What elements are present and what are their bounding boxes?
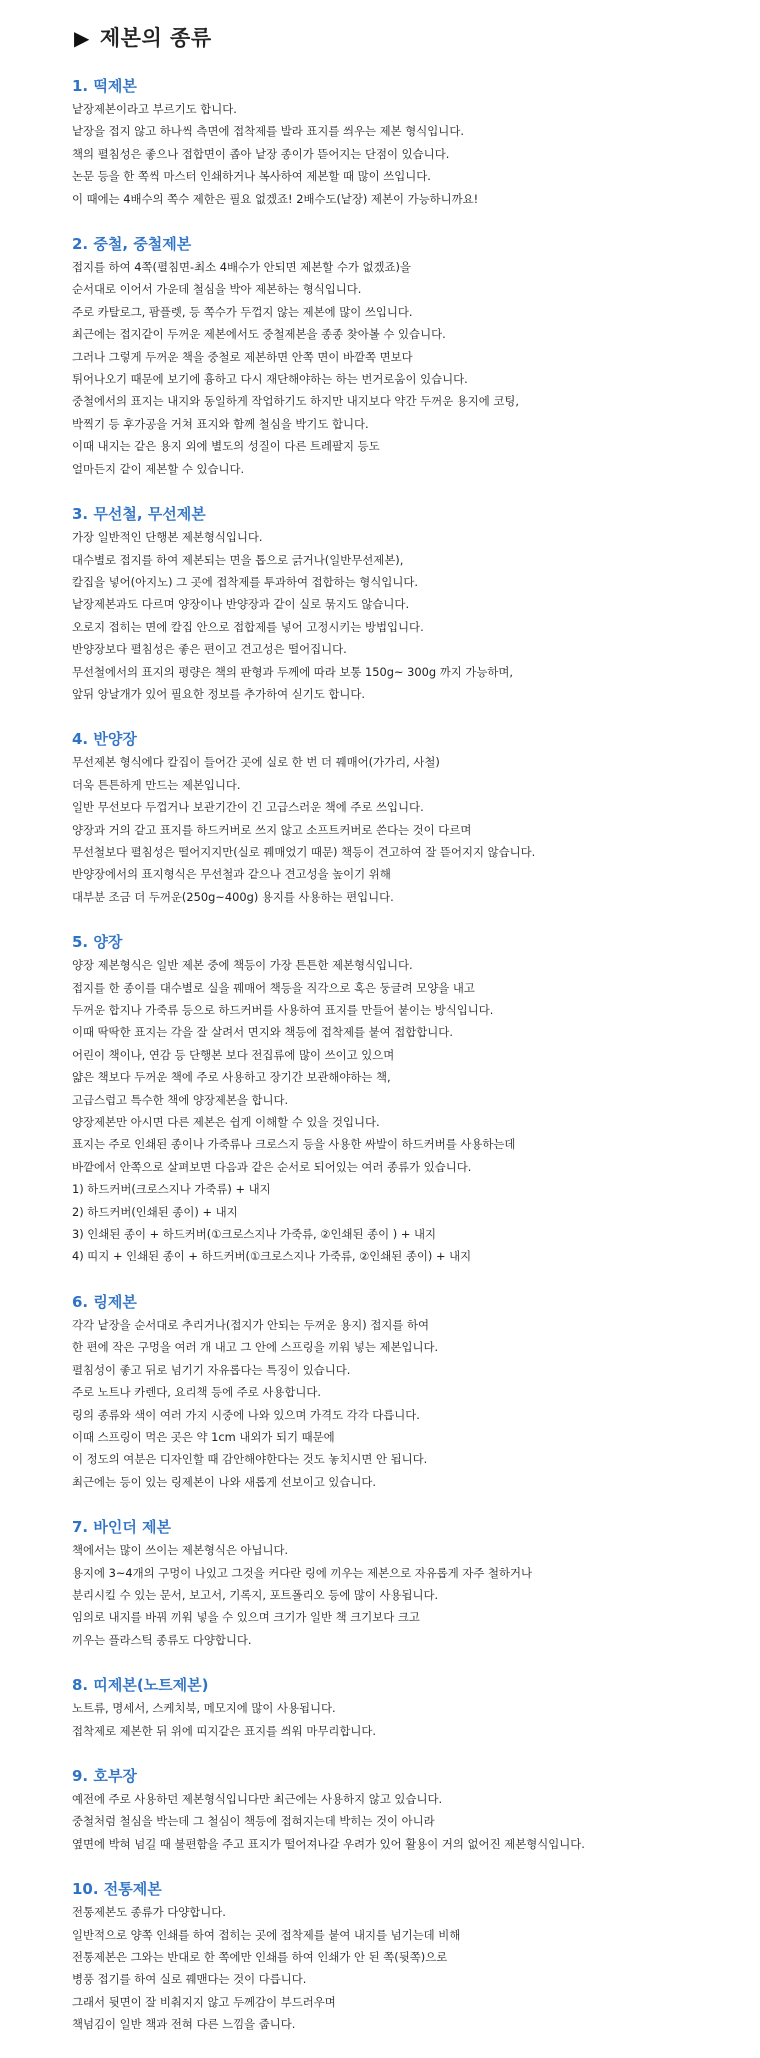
section-2 (72, 232, 752, 480)
text-line: 옆면에 박혀 넘길 때 불편함을 주고 표지가 떨어져나갈 우려가 있어 활용이 거의 없어진 제본형식입니다. (72, 1836, 585, 1851)
section-text (72, 256, 752, 480)
text-line: 낱장을 접지 않고 하나씩 측면에 접착제를 발라 표지를 씌우는 제본 형식입니다. (72, 124, 464, 139)
text-line: 이 정도의 여분은 디자인할 때 감안해야한다는 것도 놓치시면 안 됩니다. (72, 1452, 428, 1467)
text-line: 책의 펼침성은 좋으나 접합면이 좁아 낱장 종이가 뜯어지는 단점이 있습니다. (72, 146, 450, 161)
text-line: 박찍기 등 후가공을 거쳐 표지와 함께 철심을 박기도 합니다. (72, 416, 369, 431)
text-line: 한 편에 작은 구멍을 여러 개 내고 그 안에 스프링을 끼워 넣는 제본입니다. (72, 1340, 439, 1355)
text-line: 양장 제본형식은 일반 제본 중에 책등이 가장 튼튼한 제본형식입니다. (72, 958, 413, 973)
text-line: 순서대로 이어서 가운데 철심을 박아 제본하는 형식입니다. (72, 282, 362, 297)
text-line: 표지는 주로 인쇄된 종이나 가죽류나 크로스지 등을 사용한 싸발이 하드커버를 사용하는데 (72, 1137, 516, 1152)
text-line: 튀어나오기 때문에 보기에 흉하고 다시 재단해야하는 하는 번거로움이 있습니다. (72, 372, 468, 387)
section-heading: 2. 중철, 중철제본 (72, 235, 192, 254)
text-line: 이 때에는 4배수의 쪽수 제한은 필요 없겠죠! 2배수도(낱장) 제본이 가능하니까요! (72, 191, 479, 206)
text-line: 용지에 3~4개의 구멍이 나있고 그것을 커다란 링에 끼우는 제본으로 자유롭게 자주 철하거나 (72, 1565, 532, 1580)
section-text (72, 1539, 752, 1651)
section-7 (72, 1515, 752, 1651)
section-heading: 9. 호부장 (72, 1766, 137, 1785)
section-6 (72, 1290, 752, 1493)
text-line: 주로 카탈로그, 팜플렛, 등 쪽수가 두껍지 않는 제본에 많이 쓰입니다. (72, 304, 413, 319)
text-line: 고급스럽고 특수한 책에 양장제본을 합니다. (72, 1092, 289, 1107)
text-line: 중철에서의 표지는 내지와 동일하게 작업하기도 하지만 내지보다 약간 두꺼운 용지에 코팅, (72, 394, 519, 409)
section-heading: 8. 띠제본(노트제본) (72, 1676, 209, 1695)
section-heading: 1. 떡제본 (72, 77, 137, 95)
document-body (72, 66, 752, 2058)
text-line: 2) 하드커버(인쇄된 종이) + 내지 (72, 1204, 238, 1219)
text-line: 1) 하드커버(크로스지나 가죽류) + 내지 (72, 1182, 271, 1197)
section-3 (72, 502, 752, 705)
text-line: 앞뒤 앙날개가 있어 필요한 정보를 추가하여 싣기도 합니다. (72, 686, 366, 701)
text-line: 논문 등을 한 쪽씩 마스터 인쇄하거나 복사하여 제본할 때 많이 쓰입니다. (72, 169, 431, 184)
text-line: 낱장제본과도 다르며 양장이나 반양장과 같이 실로 묶지도 않습니다. (72, 597, 410, 612)
text-line: 바깥에서 안쪽으로 살펴보면 다음과 같은 순서로 되어있는 여러 종류가 있습니다. (72, 1159, 472, 1174)
section-heading: 3. 무선철, 무선제본 (72, 505, 206, 524)
text-line: 칼집을 넣어(아지노) 그 곳에 접착제를 투과하여 접합하는 형식입니다. (72, 574, 418, 589)
text-line: 무선철에서의 표지의 평량은 책의 판형과 두께에 따라 보통 150g~ 300g 까지 가능하며, (72, 664, 514, 679)
text-line: 접지를 한 종이를 대수별로 실을 꿰매어 책등을 직각으로 혹은 둥글려 모양을 내고 (72, 980, 475, 995)
section-text (72, 1314, 752, 1493)
page-title (74, 22, 212, 52)
text-line: 무선철보다 펼침성은 떨어지지만(실로 꿰매었기 때문) 책등이 견고하여 잘 뜯어지지 않습니다. (72, 844, 536, 859)
text-line: 링의 종류와 색이 여러 가지 시중에 나와 있으며 가격도 각각 다릅니다. (72, 1407, 420, 1422)
text-line: 3) 인쇄된 종이 + 하드커버(①크로스지나 가죽류, ②인쇄된 종이 ) + 내지 (72, 1227, 436, 1242)
text-line: 대부분 조금 더 두꺼운(250g~400g) 용지를 사용하는 편입니다. (72, 889, 394, 904)
section-heading: 10. 전통제본 (72, 1880, 162, 1899)
text-line: 오로지 접히는 면에 칼집 안으로 접합제를 넣어 고정시키는 방법입니다. (72, 619, 424, 634)
text-line: 반양장보다 펼침성은 좋은 편이고 견고성은 떨어집니다. (72, 642, 347, 657)
section-8 (72, 1673, 752, 1742)
page-title-text: 제본의 종류 (99, 26, 212, 50)
section-text (72, 751, 752, 908)
text-line: 얇은 책보다 두꺼운 책에 주로 사용하고 장기간 보관해야하는 책, (72, 1070, 391, 1085)
section-text (72, 1697, 752, 1742)
text-line: 전통제본도 종류가 다양합니다. (72, 1905, 226, 1920)
text-line: 접지를 하여 4쪽(펼침면-최소 4배수가 안되면 제본할 수가 없겠죠)을 (72, 260, 411, 275)
text-line: 책에서는 많이 쓰이는 제본형식은 아닙니다. (72, 1543, 289, 1558)
text-line: 예전에 주로 사용하던 제본형식입니다만 최근에는 사용하지 않고 있습니다. (72, 1791, 443, 1806)
section-9 (72, 1764, 752, 1855)
text-line: 끼우는 플라스틱 종류도 다양합니다. (72, 1632, 252, 1647)
section-heading: 5. 양장 (72, 933, 123, 952)
text-line: 최근에는 등이 있는 링제본이 나와 새롭게 선보이고 있습니다. (72, 1474, 377, 1489)
section-10 (72, 1877, 752, 2035)
text-line: 어린이 책이나, 연감 등 단행본 보다 전집류에 많이 쓰이고 있으며 (72, 1047, 395, 1062)
section-text (72, 526, 752, 705)
text-line: 양장제본만 아시면 다른 제본은 쉽게 이해할 수 있을 것입니다. (72, 1115, 380, 1130)
text-line: 병풍 접기를 하여 실로 꿰맨다는 것이 다릅니다. (72, 1972, 307, 1987)
text-line: 일반 무선보다 두껍거나 보관기간이 긴 고급스러운 책에 주로 쓰입니다. (72, 800, 424, 815)
text-line: 대수별로 접지를 하여 제본되는 면을 톱으로 긁거나(일반무선제본), (72, 552, 404, 567)
text-line: 분리시킬 수 있는 문서, 보고서, 기록지, 포트폴리오 등에 많이 사용됩니다. (72, 1587, 439, 1602)
section-heading: 6. 링제본 (72, 1292, 137, 1311)
section-text (72, 954, 752, 1268)
section-text (72, 98, 752, 210)
section-text (72, 1901, 752, 2035)
text-line: 무선제본 형식에다 칼집이 들어간 곳에 실로 한 번 더 꿰매어(가가리, 사철) (72, 755, 440, 770)
text-line: 두꺼운 합지나 가죽류 등으로 하드커버를 사용하여 표지를 만들어 붙이는 방식입니다. (72, 1003, 494, 1017)
text-line: 펼침성이 좋고 뒤로 넘기기 자유롭다는 특징이 있습니다. (72, 1362, 351, 1377)
text-line: 임의로 내지를 바꿔 끼워 넣을 수 있으며 크기가 일반 책 크기보다 크고 (72, 1610, 420, 1625)
play-triangle-icon: ▶ (74, 26, 90, 50)
text-line: 최근에는 접지같이 두꺼운 제본에서도 중철제본을 종종 찾아볼 수 있습니다. (72, 327, 446, 342)
text-line: 가장 일반적인 단행본 제본형식입니다. (72, 530, 263, 545)
text-line: 책넘김이 일반 책과 전혀 다른 느낌을 줍니다. (72, 2017, 296, 2032)
section-5 (72, 930, 752, 1268)
section-heading: 4. 반양장 (72, 730, 137, 749)
text-line: 이때 딱딱한 표지는 각을 잘 살려서 면지와 책등에 접착제를 붙여 접합합니다. (72, 1025, 453, 1040)
text-line: 얼마든지 같이 제본할 수 있습니다. (72, 461, 245, 476)
text-line: 그래서 뒷면이 잘 비춰지지 않고 두께감이 부드러우며 (72, 1994, 336, 2009)
text-line: 그러나 그렇게 두꺼운 책을 중철로 제본하면 안쪽 면이 바깥쪽 면보다 (72, 349, 413, 364)
text-line: 접착제로 제본한 뒤 위에 띠지같은 표지를 씌워 마무리합니다. (72, 1723, 377, 1738)
section-text (72, 1788, 752, 1855)
text-line: 이때 스프링이 먹은 곳은 약 1cm 내외가 되기 때문에 (72, 1429, 335, 1444)
text-line: 노트류, 명세서, 스케치북, 메모지에 많이 사용됩니다. (72, 1701, 336, 1716)
section-heading: 7. 바인더 제본 (72, 1518, 172, 1537)
section-1 (72, 74, 752, 210)
text-line: 4) 띠지 + 인쇄된 종이 + 하드커버(①크로스지나 가죽류, ②인쇄된 종이) + 내지 (72, 1249, 472, 1264)
text-line: 낱장제본이라고 부르기도 합니다. (72, 102, 237, 116)
text-line: 일반적으로 양쪽 인쇄를 하여 접히는 곳에 접착제를 붙여 내지를 넘기는데 비해 (72, 1927, 461, 1942)
text-line: 양장과 거의 같고 표지를 하드커버로 쓰지 않고 소프트커버로 쓴다는 것이 다르며 (72, 822, 472, 837)
text-line: 주로 노트나 카렌다, 요리책 등에 주로 사용합니다. (72, 1385, 322, 1400)
text-line: 더욱 튼튼하게 만드는 제본입니다. (72, 777, 241, 792)
text-line: 이때 내지는 같은 용지 외에 별도의 성질이 다른 트레팔지 등도 (72, 439, 380, 454)
text-line: 중철처럼 철심을 박는데 그 철심이 책등에 접혀지는데 박히는 것이 아니라 (72, 1814, 435, 1829)
text-line: 각각 낱장을 순서대로 추리거나(접지가 안되는 두꺼운 용지) 접지를 하여 (72, 1317, 429, 1332)
text-line: 전통제본은 그와는 반대로 한 쪽에만 인쇄를 하여 인쇄가 안 된 쪽(뒷쪽)으로 (72, 1950, 448, 1964)
section-4 (72, 727, 752, 908)
text-line: 반양장에서의 표지형식은 무선철과 같으나 견고성을 높이기 위해 (72, 867, 391, 882)
